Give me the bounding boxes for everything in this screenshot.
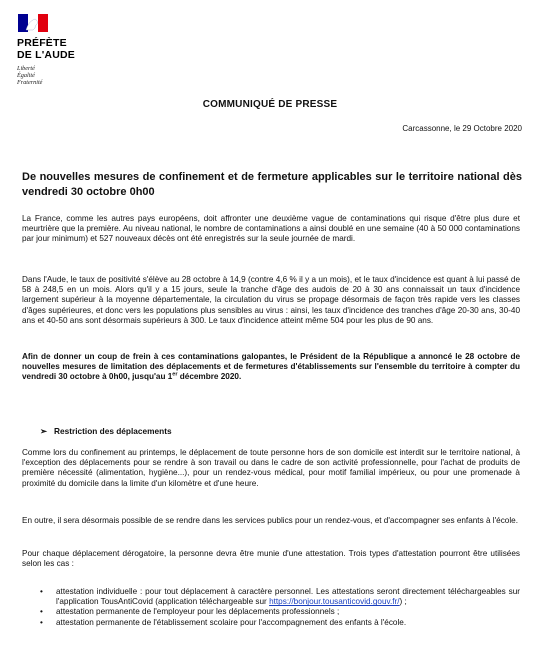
paragraph-intro (22, 214, 520, 245)
list-item-text: attestation individuelle : pour tout déplacement à caractère personnel. Les attestations seront directement téléchargeables sur l'application TousAntiCovid (application téléchargeable sur (56, 587, 520, 607)
paragraph-text: La France, comme les autres pays européens, doit affronter une deuxième vague de contaminations qui risque d'être plus dure et meurtrière que la première. Au niveau national, le nombre de contaminations a ainsi doublé en une semaine (40 à 50 000 contaminations par jour minimum) et 527 nouveaux décès ont été enregistrés sur la seule journée de mardi. (22, 214, 520, 244)
republic-motto (17, 65, 42, 86)
dateline: Carcassonne, le 29 Octobre 2020 (402, 124, 522, 133)
paragraph-aude-figures (22, 275, 520, 326)
list-item (22, 587, 520, 607)
paragraph-attestation (22, 549, 520, 569)
list-item (22, 618, 520, 628)
paragraph-text: En outre, il sera désormais possible de se rendre dans les services publics pour un rendez-vous, et d'accompagner ses enfants à l'école. (22, 516, 519, 525)
section-heading (40, 426, 172, 436)
motto-fraternite: Fraternité (17, 79, 43, 86)
tousanticovid-link[interactable]: https://bonjour.tousanticovid.gouv.fr/ (269, 597, 400, 607)
document-heading: COMMUNIQUÉ DE PRESSE (202, 99, 338, 110)
paragraph-text: Dans l'Aude, le taux de positivité s'élève au 28 octobre à 14,9 (contre 4,6 % il y a un mois), et le taux d'incidence est quant à lui passé de 58 à 248,5 en un mois. Alors qu'il y a 15 jours, seule la tranche d'âge des audois de 20 à 30 ans connaissait un taux d'incidence largement supérieur à la moyenne départementale, la circulation du virus se propage désormais de façon très rapide vers les classes d'âges supérieures, et donc vers les populations plus sensibles au virus : ainsi, les taux d'incidence des tranches d'âge 20-30 ans, 30-40 ans et 40-50 ans sont désormais supérieurs à 300. Le taux d'incidence atteint même 504 pour les plus de 90 ans. (22, 275, 520, 325)
prefecture-name (17, 38, 75, 61)
announcement-superscript: er (172, 371, 178, 378)
section-heading-text: Restriction des déplacements (54, 426, 172, 436)
motto-liberte: Liberté (17, 65, 35, 72)
motto-egalite: Égalité (17, 72, 35, 79)
marianne-logo-icon (18, 14, 48, 32)
paragraph-text: Comme lors du confinement au printemps, le déplacement de toute personne hors de son domicile est interdit sur le territoire national, à l'exception des déplacements pour se rendre à son travail ou dans le cadre de son activité professionnelle, pour l'achat de produits de première nécessité (alimentation, hygiène...), pour un rendez-vous médical, pour motif familial impérieux, ou pour une promenade à proximité du domicile dans la limite d'un kilomètre et d'une heure. (22, 448, 520, 488)
prefecture-line-2: DE L'AUDE (17, 48, 75, 61)
arrow-bullet-icon: ➢ (40, 426, 47, 436)
paragraph-confinement (22, 448, 520, 489)
announcement-main: Afin de donner un coup de frein à ces contaminations galopantes, le Président de la République a annoncé le 28 octobre de nouvelles mesures de limitation des déplacements et de fermetures d'établissements sur l'ensemble du territoire à compter du vendredi 30 octobre à 0h00, jusqu'au 1 (22, 352, 520, 382)
announcement-end: décembre 2020. (177, 372, 242, 382)
announcement-text (22, 352, 520, 383)
paragraph-text: Pour chaque déplacement dérogatoire, la personne devra être munie d'une attestation. Trois types d'attestation pourront être utilisées selon les cas : (22, 549, 520, 569)
bullet-icon: • (40, 587, 43, 596)
list-item (22, 607, 520, 617)
paragraph-announcement (22, 352, 520, 383)
attestation-list (22, 587, 520, 628)
bullet-icon: • (40, 617, 43, 627)
list-item-text-end: ) ; (399, 597, 407, 607)
prefecture-line-1: PRÉFÈTE (17, 37, 67, 49)
press-release-title: De nouvelles mesures de confinement et de fermeture applicables sur le territoire national dès vendredi 30 octobre 0h00 (22, 171, 522, 198)
list-item-text: attestation permanente de l'employeur pour les déplacements professionnels ; (56, 607, 340, 617)
paragraph-services (22, 516, 520, 526)
list-item-text: attestation permanente de l'établissement scolaire pour l'accompagnement des enfants à l'école. (56, 617, 407, 627)
bullet-icon: • (40, 607, 43, 617)
